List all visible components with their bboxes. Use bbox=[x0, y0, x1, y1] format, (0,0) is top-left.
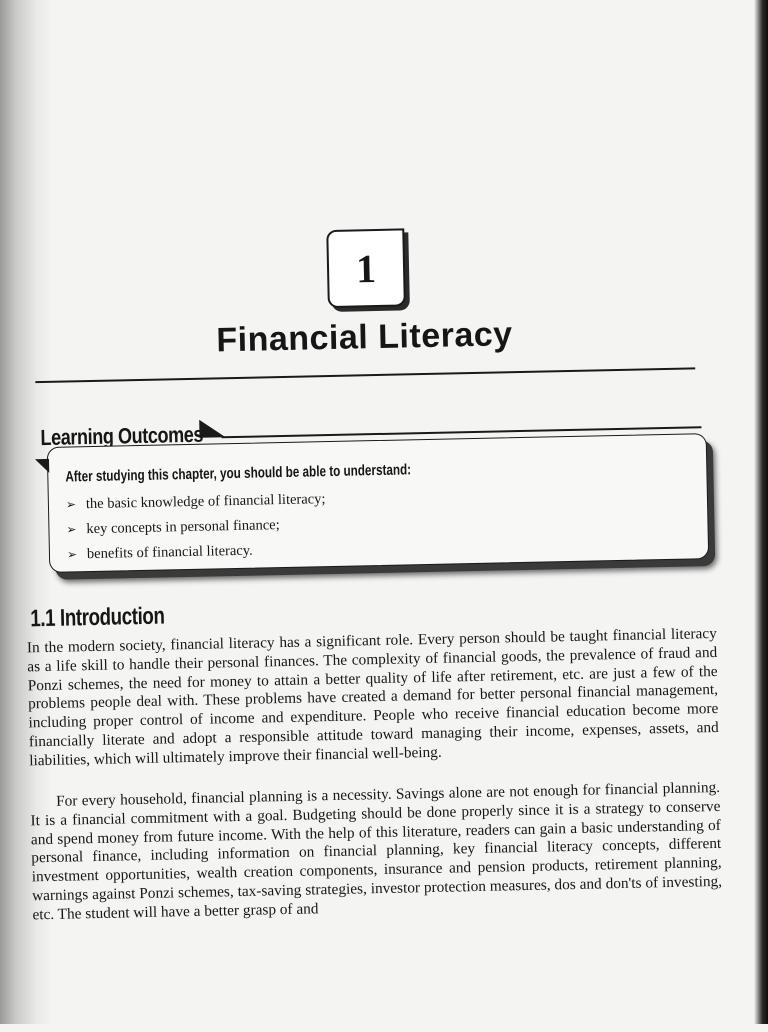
paragraph: For every household, financial planning is a necessity. Savings alone are not enough for financial planning. It is a financial commitment with a goal. Budgeting should be done properly since it is a strategy to conserve and spend money from future income. With the help of this literature, readers can gain a basic understanding of personal finance, including information on financial planning, key financial literacy concepts, different investment opportunities, wealth creation components, insurance and pension products, retirement planning, warnings against Ponzi schemes, tax-saving strategies, investor protection measures, dos and don'ts of investing, etc. The student will have a better grasp of and bbox=[30, 778, 723, 924]
list-item-text: key concepts in personal finance; bbox=[86, 517, 280, 538]
chapter-number: 1 bbox=[355, 245, 377, 291]
learning-outcomes-list bbox=[66, 487, 327, 567]
list-item-text: benefits of financial literacy. bbox=[86, 542, 253, 563]
arrow-bullet-icon: ➢ bbox=[66, 547, 78, 562]
learning-outcomes-intro: After studying this chapter, you should be able to understand: bbox=[65, 461, 412, 486]
list-item-text: the basic knowledge of financial literacy; bbox=[85, 491, 326, 513]
arrow-bullet-icon: ➢ bbox=[66, 522, 77, 537]
title-divider bbox=[35, 367, 695, 383]
chapter-title: Financial Literacy bbox=[216, 315, 513, 360]
paragraph: In the modern society, financial literacy has a significant role. Every person should be taught financial literacy as a life skill to handle their personal finances. The complexity of financial goods, the prevalence of fraud and Ponzi schemes, the need for money to attain a better quality of life after retirement, etc. are just a few of the problems people deal with. These problems have created a demand for better personal financial management, including proper control of income and expenditure. People who receive financial education become more financially literate and adopt a responsible attitude toward managing their income, expenses, assets, and liabilities, which will ultimately improve their financial well-being. bbox=[26, 624, 719, 770]
arrow-bullet-icon: ➢ bbox=[65, 497, 77, 512]
learning-outcomes-heading: Learning Outcomes bbox=[40, 421, 204, 451]
heading-triangle-icon bbox=[199, 419, 225, 438]
box-corner-marker-icon bbox=[35, 459, 49, 473]
chapter-number-box bbox=[326, 228, 406, 308]
section-heading: 1.1 Introduction bbox=[30, 602, 165, 633]
